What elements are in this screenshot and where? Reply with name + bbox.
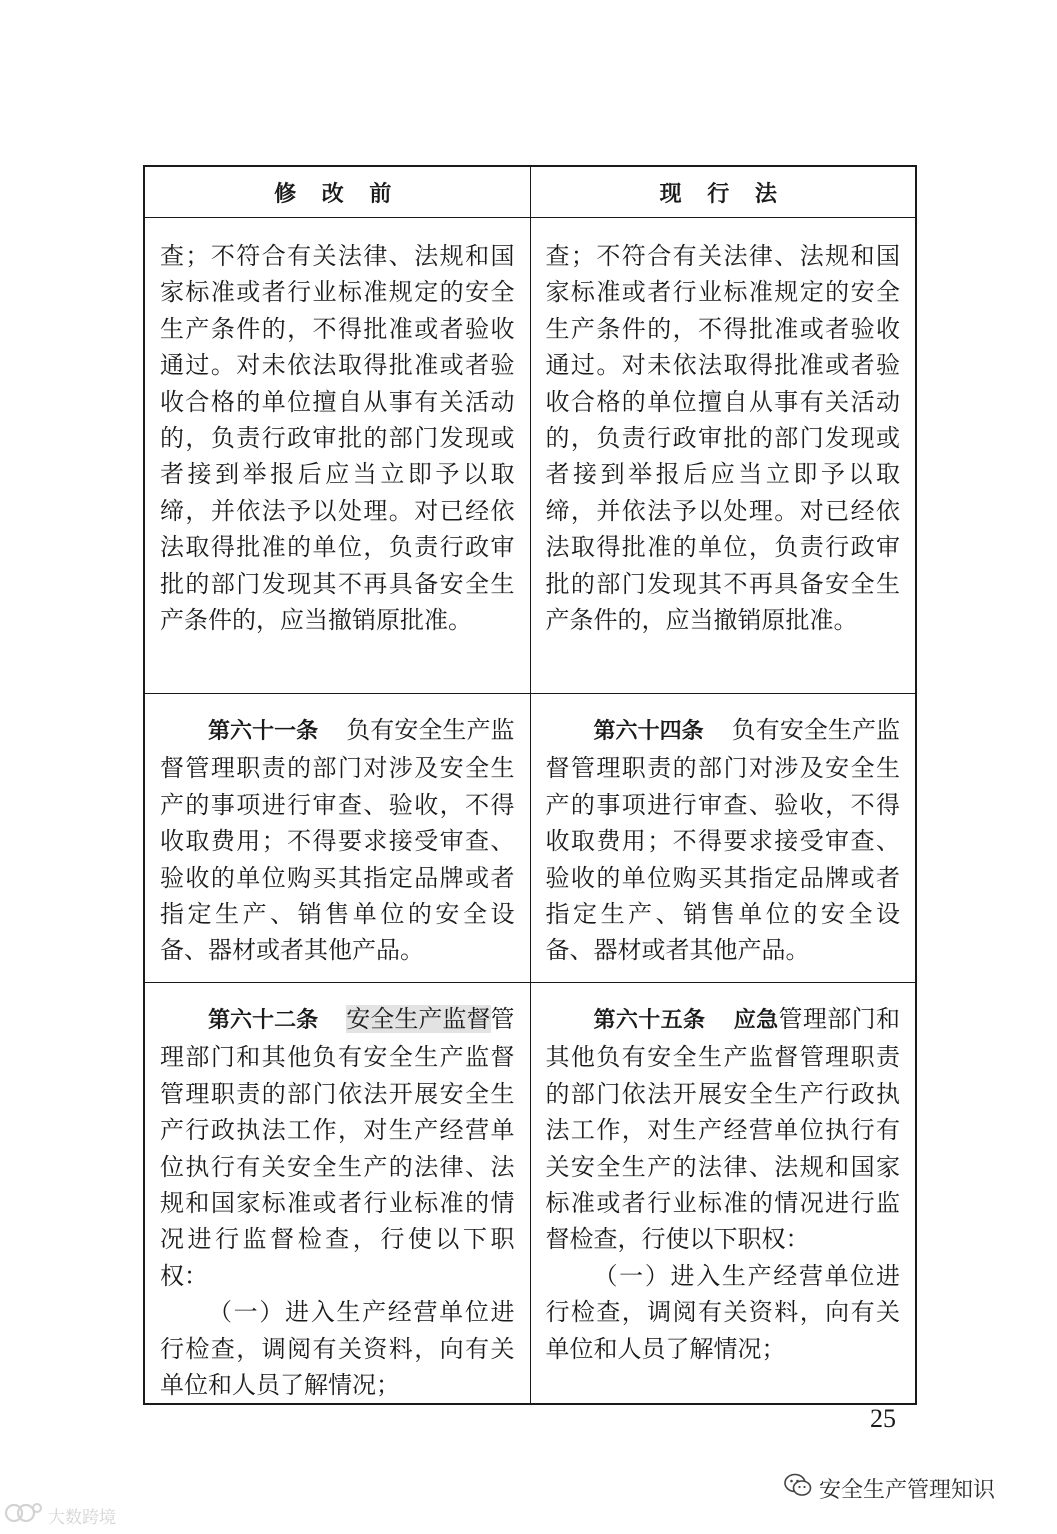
article-paragraph <box>160 1001 515 1294</box>
article-number: 第六十五条 <box>593 1008 706 1033</box>
watermark-right-text: 安全生产管理知识 <box>819 1477 996 1503</box>
cell-current-2 <box>530 694 916 983</box>
article-number: 第六十一条 <box>208 719 319 744</box>
article-number: 第六十四条 <box>593 719 704 744</box>
watermark-left <box>4 1502 116 1529</box>
article-item: （一）进入生产经营单位进行检查，调阅有关资料，向有关单位和人员了解情况； <box>545 1261 900 1363</box>
table-row <box>144 218 916 694</box>
article-number: 第六十二条 <box>208 1008 319 1033</box>
article-paragraph <box>546 712 901 969</box>
cell-text: 查；不符合有关法律、法规和国家标准或者行业标准规定的安全生产条件的，不得批准或者验收通过。对未依法取得批准或者验收合格的单位擅自从事有关活动的，负责行政审批的部门发现或者接到举报后应当立即予以取缔，并依法予以处理。对已经依法取得批准的单位，负责行政审批的部门发现其不再具备安全生产条件的，应当撤销原批准。 <box>160 242 515 635</box>
table-row <box>144 694 916 983</box>
cell-text: 查；不符合有关法律、法规和国家标准或者行业标准规定的安全生产条件的，不得批准或者验收通过。对未依法取得批准或者验收合格的单位擅自从事有关活动的，负责行政审批的部门发现或者接到举报后应当立即予以取缔，并依法予以处理。对已经依法取得批准的单位，负责行政审批的部门发现其不再具备安全生产条件的，应当撤销原批准。 <box>545 242 900 635</box>
article-item: （一）进入生产经营单位进行检查，调阅有关资料，向有关单位和人员了解情况； <box>160 1298 515 1400</box>
article-text: 管理部门和其他负有安全生产监督管理职责的部门依法开展安全生产行政执法工作，对生产经营单位执行有关安全生产的法律、法规和国家标准或者行业标准的情况进行监督检查，行使以下职权： <box>545 1005 900 1254</box>
table-row <box>144 983 916 1405</box>
page-number: 25 <box>870 1404 896 1433</box>
cell-current-3 <box>530 983 916 1405</box>
article-text: 负有安全生产监督管理职责的部门对涉及安全生产的事项进行审查、验收，不得收取费用；不得要求接受审查、验收的单位购买其指定品牌或者指定生产、销售单位的安全设备、器材或者其他产品。 <box>160 716 515 965</box>
cell-before-1 <box>144 218 530 694</box>
comparison-table <box>143 165 917 1405</box>
bold-text: 应急 <box>733 1008 779 1033</box>
article-paragraph <box>160 712 515 969</box>
wechat-icon <box>783 1472 813 1504</box>
table-header-row <box>144 166 916 218</box>
cell-current-1 <box>530 218 916 694</box>
header-current: 现 行 法 <box>530 166 916 218</box>
watermark-left-text: 大数跨境 <box>48 1508 116 1528</box>
article-text: 负有安全生产监督管理职责的部门对涉及安全生产的事项进行审查、验收，不得收取费用；不得要求接受审查、验收的单位购买其指定品牌或者指定生产、销售单位的安全设备、器材或者其他产品。 <box>545 716 900 965</box>
highlighted-text: 安全生产监督 <box>346 1005 491 1033</box>
brand-logo-icon <box>4 1502 44 1529</box>
article-text: 管理部门和其他负有安全生产监督管理职责的部门依法开展安全生产行政执法工作，对生产经营单位执行有关安全生产的法律、法规和国家标准或者行业标准的情况进行监督检查，行使以下职权： <box>160 1005 515 1290</box>
article-paragraph <box>546 1001 901 1258</box>
watermark-right <box>783 1472 995 1504</box>
header-before: 修 改 前 <box>144 166 530 218</box>
cell-before-3 <box>144 983 530 1405</box>
cell-before-2 <box>144 694 530 983</box>
